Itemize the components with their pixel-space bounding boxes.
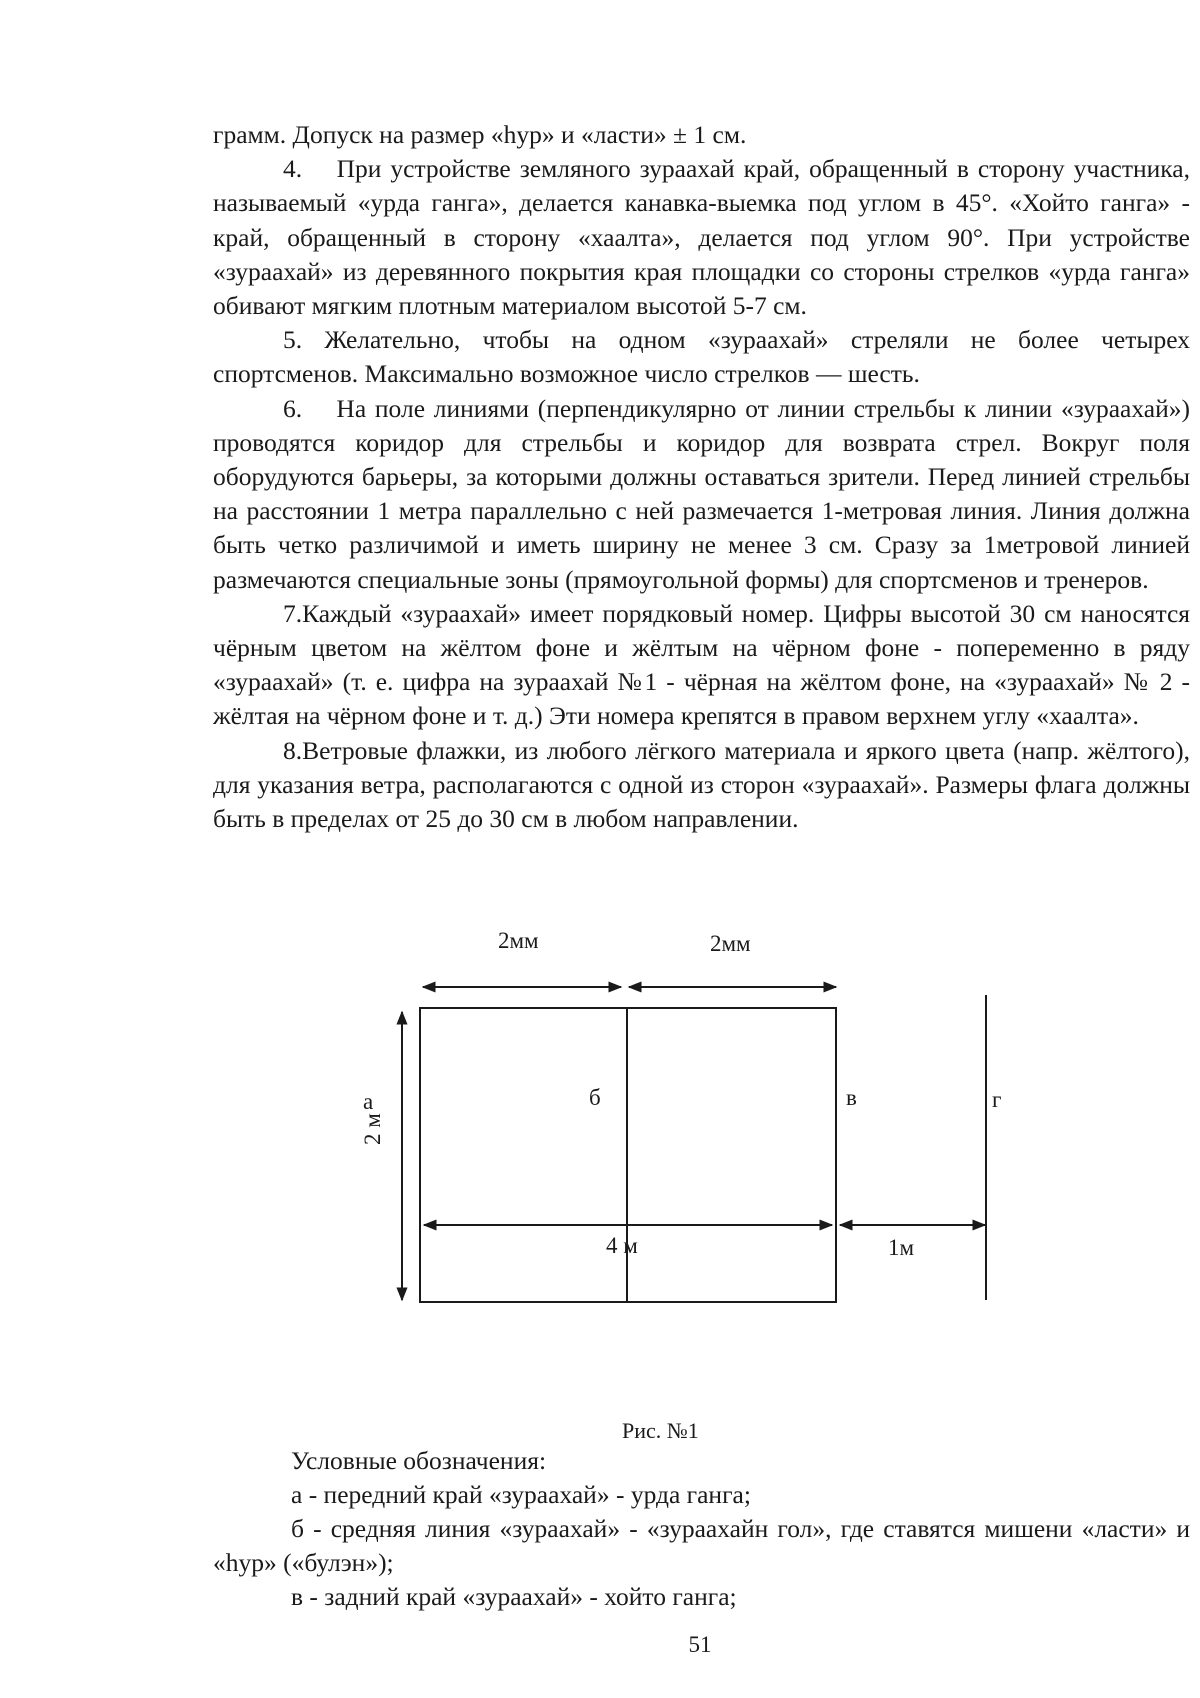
width-dim-label: 4 м [606, 1233, 638, 1258]
label-a: а [363, 1089, 374, 1114]
paragraph-4: 6. На поле линиями (перпендикулярно от линии стрельбы к линии «зураахай») проводятся коридор для стрельбы и коридор для возврата стрел. Вокруг поля оборудуются барьеры, за которыми должны оставаться зрители. Перед линией стрельбы на расстоянии 1 метра параллельно с ней размечается 1-метровая линия. Линия должна быть четко различимой и иметь ширину не менее 3 см. Сразу за 1метровой линией размечаются специальные зоны (прямоугольной формы) для спортсменов и тренеров. [213, 393, 1190, 594]
paragraph-6: 8.Ветровые флажки, из любого лёгкого материала и яркого цвета (напр. жёлтого), для указания ветра, располагаются с одной из сторон «зураахай». Размеры флага должны быть в пределах от 25 до 30 см в любом направлении. [213, 735, 1190, 834]
label-g: г [992, 1087, 1002, 1112]
paragraph-2: 4. При устройстве земляного зураахай край, обращенный в сторону участника, называемый «урда ганга», делается канавка-выемка под углом в 45°. «Хойто ганга» - край, обращенный в сторону «хаалта», делается под углом 90°. При устройстве «зураахай» из деревянного покрытия края площадки со стороны стрелков «урда ганга» обивают мягким плотным материалом высотой 5-7 см. [213, 154, 1190, 321]
gap-dim-label: 1м [888, 1235, 915, 1260]
top-right-dim-label: 2мм [710, 931, 751, 956]
legend-heading: Условные обозначения: [291, 1446, 547, 1475]
label-b: б [589, 1085, 601, 1110]
legend-item-a: а - передний край «зураахай» - урда ганга; [291, 1480, 751, 1509]
field-diagram [360, 928, 1120, 1420]
paragraph-3: 5. Желательно, чтобы на одном «зураахай» стреляли не более четырех спортсменов. Максимально возможное число стрелков — шесть. [213, 325, 1190, 389]
body-text [213, 118, 1190, 836]
diagram-drawing [380, 975, 1120, 1420]
label-v: в [846, 1085, 857, 1110]
paragraph-5: 7.Каждый «зураахай» имеет порядковый номер. Цифры высотой 30 см наносятся чёрным цветом на жёлтом фоне и жёлтым на чёрном фоне - попеременно в ряду «зураахай» (т. е. цифра на зураахай №1 - чёрная на жёлтом фоне, на «зураахай» № 2 - жёлтая на чёрном фоне и т. д.) Эти номера крепятся в правом верхнем углу «хаалта». [213, 598, 1190, 731]
top-left-dim-label: 2мм [498, 928, 539, 953]
legend-item-v: в - задний край «зураахай» - хойто ганга; [291, 1582, 737, 1611]
height-dim-label: 2 м [360, 1113, 385, 1145]
figure-caption: Рис. №1 [622, 1418, 699, 1443]
legend [213, 1444, 1190, 1614]
page-number: 51 [688, 1632, 712, 1657]
legend-item-b: б - средняя линия «зураахай» - «зураахайн гол», где ставятся мишени «ласти» и «hур» («булэн»); [213, 1514, 1190, 1577]
paragraph-1: грамм. Допуск на размер «hур» и «ласти» ± 1 см. [213, 120, 747, 149]
